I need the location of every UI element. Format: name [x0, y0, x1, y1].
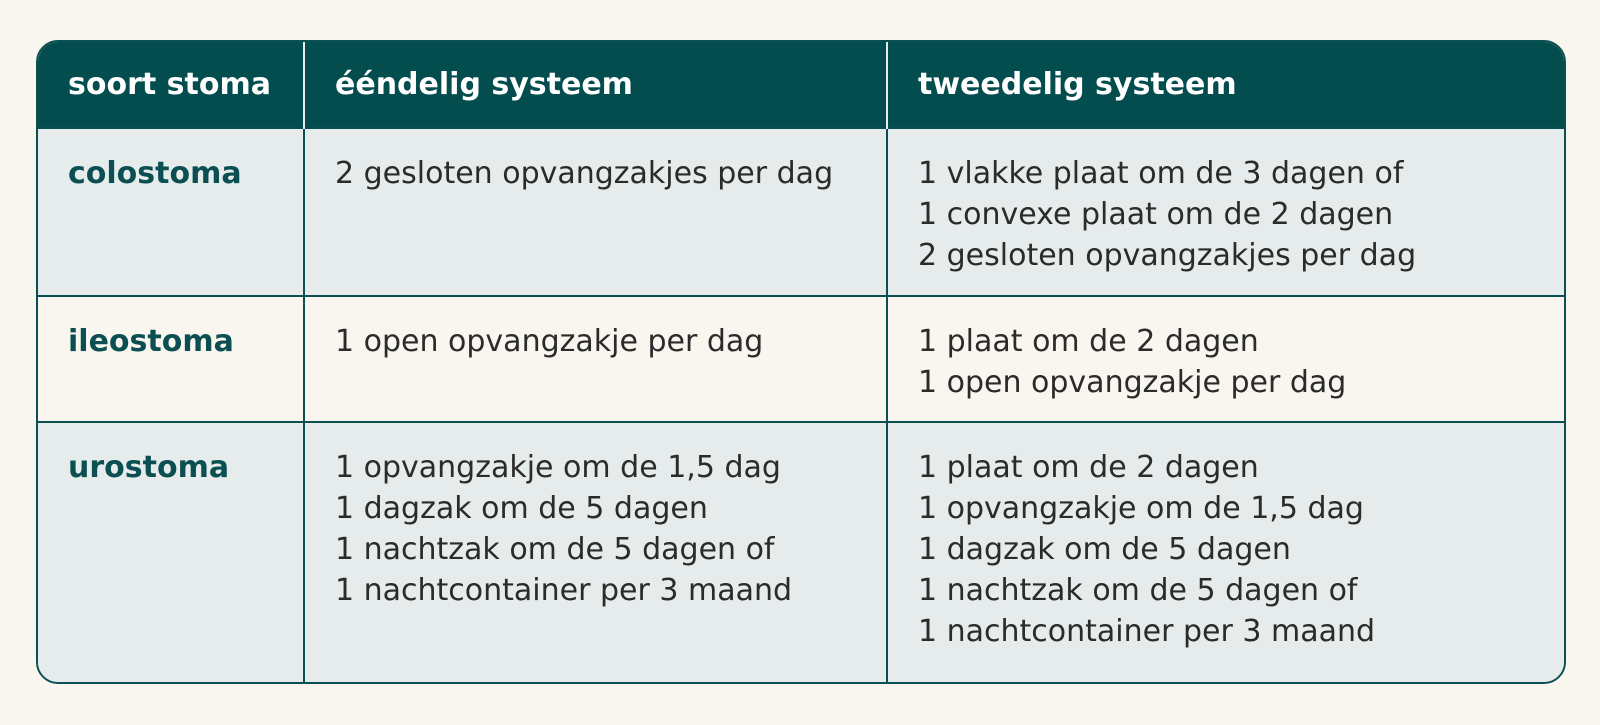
- supply-line: 1 nachtzak om de 5 dagen of: [918, 573, 1358, 608]
- supply-line: 1 plaat om de 2 dagen: [918, 324, 1259, 359]
- supply-line: 1 vlakke plaat om de 3 dagen of: [918, 156, 1404, 191]
- supply-line: 1 dagzak om de 5 dagen: [335, 491, 708, 526]
- supply-line: 1 opvangzakje om de 1,5 dag: [918, 491, 1364, 526]
- supplies-table: [38, 42, 1564, 684]
- stoma-supplies-table: [36, 40, 1566, 684]
- table-row: [38, 296, 1564, 422]
- table-row: [38, 128, 1564, 296]
- supply-line: 1 plaat om de 2 dagen: [918, 450, 1259, 485]
- supply-line: 1 nachtcontainer per 3 maand: [918, 614, 1376, 649]
- stoma-type-cell: urostoma: [38, 422, 304, 684]
- supply-line: 2 gesloten opvangzakjes per dag: [335, 156, 834, 191]
- supply-line: 1 open opvangzakje per dag: [918, 365, 1347, 400]
- header-tweedelig-systeem: tweedelig systeem: [887, 42, 1564, 128]
- eendelig-cell: [304, 422, 887, 684]
- supply-line: 1 convexe plaat om de 2 dagen: [918, 197, 1394, 232]
- stoma-type-cell: colostoma: [38, 128, 304, 296]
- tweedelig-cell: [887, 128, 1564, 296]
- table-row: [38, 422, 1564, 684]
- tweedelig-cell: [887, 422, 1564, 684]
- supply-line: 1 dagzak om de 5 dagen: [918, 532, 1291, 567]
- stoma-type-cell: ileostoma: [38, 296, 304, 422]
- supply-line: 1 nachtzak om de 5 dagen of: [335, 532, 775, 567]
- supply-line: 1 nachtcontainer per 3 maand: [335, 573, 793, 608]
- eendelig-cell: [304, 128, 887, 296]
- eendelig-cell: [304, 296, 887, 422]
- header-eendelig-systeem: ééndelig systeem: [304, 42, 887, 128]
- table-header-row: [38, 42, 1564, 128]
- supply-line: 1 open opvangzakje per dag: [335, 324, 764, 359]
- header-soort-stoma: soort stoma: [68, 67, 271, 102]
- tweedelig-cell: [887, 296, 1564, 422]
- supply-line: 2 gesloten opvangzakjes per dag: [918, 238, 1417, 273]
- supply-line: 1 opvangzakje om de 1,5 dag: [335, 450, 781, 485]
